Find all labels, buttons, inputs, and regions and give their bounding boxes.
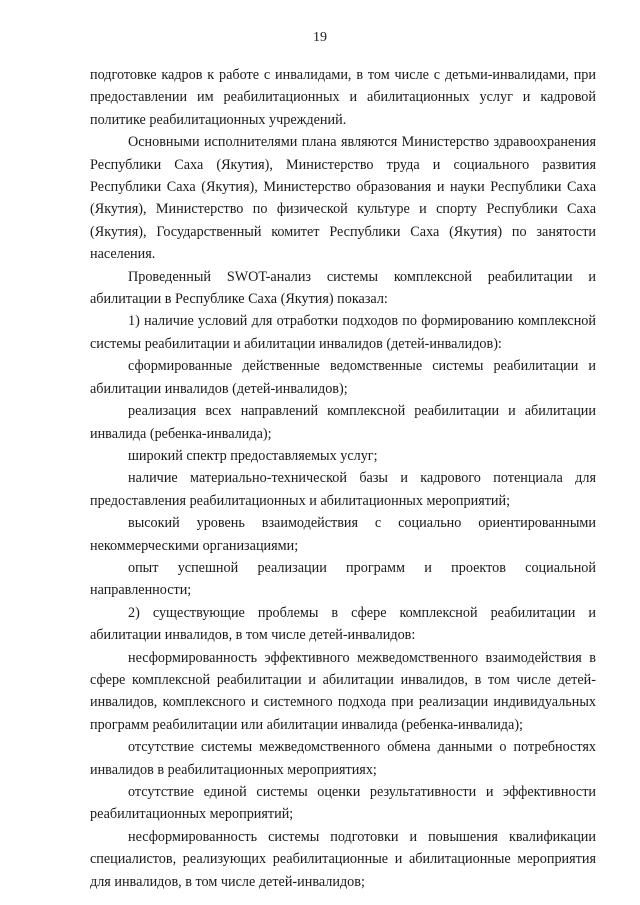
list-item: широкий спектр предоставляемых услуг; bbox=[128, 447, 378, 464]
list-item: несформированность системы подготовки и повышения квалификации специалистов, реализующих реабилитационные и абилитационные мероприятия для инвалидов, в том числе детей-инвалидов; bbox=[90, 828, 596, 890]
list-item: отсутствие единой системы оценки результативности и эффективности реабилитационных мероприятий; bbox=[90, 784, 596, 823]
paragraph-executors: Основными исполнителями плана являются Министерство здравоохранения Республики Саха (Якутия), Министерство труда и социального развития Республики Саха (Якутия), Министерство образования и науки Республики Саха (Якутия), Министерство по физической культуре и спорту Республики Саха (Якутия), Государственный комитет Республики Саха (Якутия) по занятости населения. bbox=[90, 134, 596, 263]
list-item: реализация всех направлений комплексной реабилитации и абилитации инвалида (ребенка-инвалида); bbox=[90, 403, 596, 442]
list-item-problems: 2) существующие проблемы в сфере комплексной реабилитации и абилитации инвалидов, в том числе детей-инвалидов: bbox=[90, 604, 596, 644]
list-item: отсутствие системы межведомственного обмена данными о потребностях инвалидов в реабилитационных мероприятиях; bbox=[90, 739, 596, 778]
list-item: опыт успешной реализации программ и проектов социальной направленности; bbox=[90, 559, 596, 599]
list-item: наличие материально-технической базы и кадрового потенциала для предоставления реабилитационных и абилитационных мероприятий; bbox=[90, 470, 596, 509]
page-number: 19 bbox=[313, 30, 327, 45]
document-body bbox=[90, 64, 596, 893]
list-item: сформированные действенные ведомственные системы реабилитации и абилитации инвалидов (детей-инвалидов); bbox=[90, 358, 596, 397]
list-item: высокий уровень взаимодействия с социально ориентированными некоммерческими организациями; bbox=[90, 515, 596, 554]
paragraph-continuation: подготовке кадров к работе с инвалидами, в том числе с детьми-инвалидами, при предоставлении им реабилитационных и абилитационных услуг и кадровой политике реабилитационных учреждений. bbox=[90, 67, 596, 128]
paragraph-swot-intro: Проведенный SWOT-анализ системы комплексной реабилитации и абилитации в Республике Саха (Якутия) показал: bbox=[90, 268, 596, 308]
list-item-conditions: 1) наличие условий для отработки подходов по формированию комплексной системы реабилитации и абилитации инвалидов (детей-инвалидов): bbox=[90, 313, 596, 352]
list-item: несформированность эффективного межведомственного взаимодействия в сфере комплексной реабилитации и абилитации инвалидов, в том числе детей-инвалидов, комплексного и системного подхода при реализации индивидуальных программ реабилитации или абилитации инвалида (ребенка-инвалида); bbox=[90, 649, 596, 733]
